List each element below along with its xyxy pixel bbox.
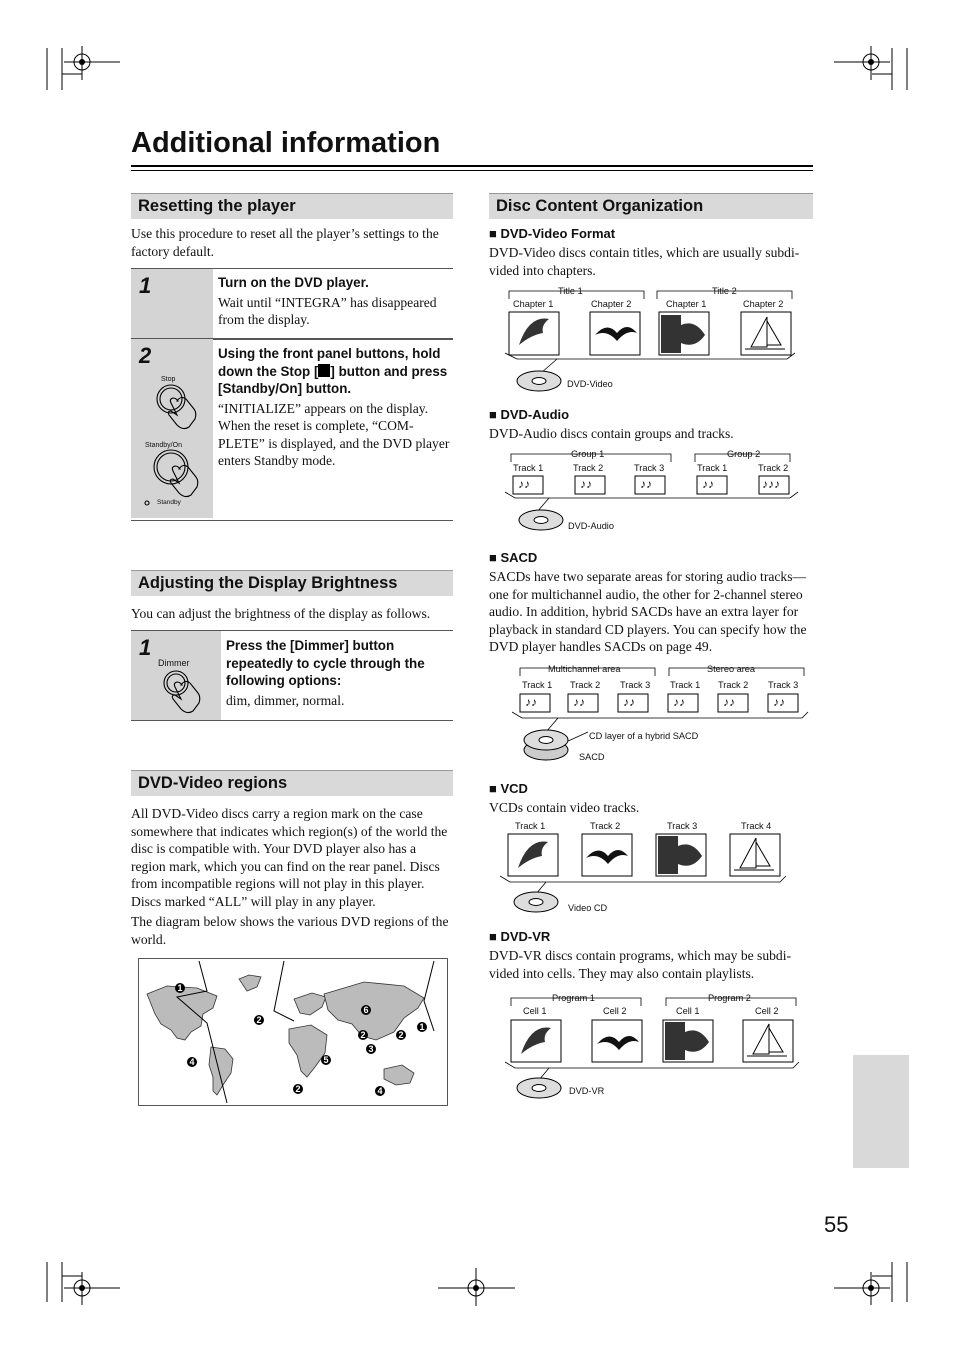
diagram-lines <box>505 448 805 538</box>
disc-label: DVD-VR <box>569 1086 605 1096</box>
item-label: Chapter 2 <box>591 299 632 309</box>
group-label: Group 2 <box>727 449 761 459</box>
step-detail: “INITIALIZE” appears on the display. When the reset is complete, “COM-PLETE” is displayed, and the DVD player enters Standby mode. <box>218 400 450 468</box>
group-label: Stereo area <box>707 664 756 674</box>
standby-on-label: Standby/On <box>145 442 182 449</box>
group-label: Title 2 <box>712 286 737 296</box>
title-rule <box>131 165 813 167</box>
stop-label: Stop <box>161 376 176 383</box>
region-mark: 6 <box>363 1005 369 1015</box>
brightness-intro: You can adjust the brightness of the display as follows. <box>131 606 431 621</box>
world-map-illustration <box>139 959 447 1105</box>
cd-layer-label: CD layer of a hybrid SACD <box>589 731 699 741</box>
step-number: 1 <box>131 269 213 339</box>
step-detail: Wait until “INTEGRA” has disappeared from the display. <box>218 294 437 327</box>
item-label: Track 1 <box>670 680 701 690</box>
group-label: Program 2 <box>708 993 751 1003</box>
bullet-square-icon: ■ <box>489 929 501 944</box>
music-note-icon: ♪♪ <box>580 477 592 491</box>
title-rule-thin <box>131 170 813 171</box>
sacd-title: ■ SACD <box>489 550 538 565</box>
disc-label: SACD <box>579 752 605 762</box>
region-mark: 2 <box>295 1084 301 1094</box>
brightness-heading: Adjusting the Display Brightness <box>131 570 453 596</box>
sacd-diagram <box>512 662 810 770</box>
item-label: Track 3 <box>620 680 651 690</box>
disc-label: DVD-Video <box>567 379 613 389</box>
item-label: Track 2 <box>590 821 621 831</box>
music-note-icon: ♪♪ <box>773 695 785 709</box>
region-mark: 1 <box>177 983 183 993</box>
region-mark: 4 <box>377 1086 383 1096</box>
step-instruction <box>218 345 453 398</box>
item-label: Chapter 2 <box>743 299 784 309</box>
page-number: 55 <box>824 1212 849 1237</box>
music-note-icon: ♪♪ <box>702 477 714 491</box>
item-label: Track 1 <box>522 680 553 690</box>
resetting-heading: Resetting the player <box>131 193 453 219</box>
brightness-step-1 <box>131 630 453 721</box>
dimmer-label: Dimmer <box>158 658 190 668</box>
item-label: Cell 2 <box>603 1006 627 1016</box>
region-mark: 2 <box>256 1015 262 1025</box>
step-instruction: Press the [Dimmer] button repeatedly to cycle through the following options: <box>226 638 425 688</box>
vcd-text: VCDs contain video tracks. <box>489 800 640 815</box>
disc-label: Video CD <box>568 903 608 913</box>
item-label: Track 2 <box>570 680 601 690</box>
item-label: Chapter 1 <box>666 299 707 309</box>
stop-square-icon <box>318 364 330 377</box>
sacd-text: SACDs have two separate areas for storing audio tracks—one for multichannel audio, the other for 2-channel stereo audio. In addition, hybrid SACDs have an extra layer for playback in standard CD players. You can specify how the DVD player handles SACDs on page 49. <box>489 569 807 654</box>
diagram-lines <box>512 662 810 770</box>
dvdvideo-title: ■ DVD-Video Format <box>489 226 616 241</box>
region-mark: 1 <box>419 1022 425 1032</box>
step-instruction-part-b: ] button and press [Standby/On] button. <box>218 363 448 396</box>
music-note-icon: ♪♪ <box>518 477 530 491</box>
group-label: Group 1 <box>571 449 605 459</box>
side-tab <box>853 1055 909 1168</box>
bullet-square-icon: ■ <box>489 407 501 422</box>
item-label: Track 3 <box>667 821 698 831</box>
reset-step-1 <box>131 268 453 340</box>
item-label: Track 3 <box>768 680 799 690</box>
dvdvr-title: ■ DVD-VR <box>489 929 551 944</box>
region-mark: 4 <box>189 1057 195 1067</box>
music-note-icon: ♪♪ <box>623 695 635 709</box>
dvdaudio-title: ■ DVD-Audio <box>489 407 570 422</box>
item-label: Cell 2 <box>755 1006 779 1016</box>
resetting-intro: Use this procedure to reset all the player’s settings to the factory default. <box>131 226 439 259</box>
regions-heading: DVD-Video regions <box>131 770 453 796</box>
dvdaudio-diagram <box>505 448 805 538</box>
step-instruction: Turn on the DVD player. <box>218 275 369 290</box>
item-label: Track 2 <box>573 463 604 473</box>
item-label: Track 3 <box>634 463 665 473</box>
item-label: Track 2 <box>718 680 749 690</box>
music-note-icon: ♪♪ <box>723 695 735 709</box>
group-label: Multichannel area <box>548 664 621 674</box>
step-number: 2 <box>131 339 213 518</box>
item-label: Cell 1 <box>676 1006 700 1016</box>
item-label: Chapter 1 <box>513 299 554 309</box>
regions-para-2: The diagram below shows the various DVD regions of the world. <box>131 914 449 947</box>
item-label: Cell 1 <box>523 1006 547 1016</box>
page-title: Additional information <box>131 127 441 159</box>
region-mark: 3 <box>368 1044 374 1054</box>
step-instruction-part-a: Using the front panel buttons, hold down the Stop [ <box>218 346 441 379</box>
region-map <box>138 958 448 1106</box>
vcd-diagram <box>500 820 790 920</box>
step-detail: dim, dimmer, normal. <box>226 692 345 708</box>
step-number: 1 <box>131 631 221 720</box>
regions-para-1: All DVD-Video discs carry a region mark on the case somewhere that indicates which region(s) of the world the disc is compatible with. Your DVD player also has a region mark, which you can find on the rear panel. Discs from incompatible regions will not play in this player. Discs marked “ALL” will play in any player. <box>131 806 448 909</box>
disc-label: DVD-Audio <box>568 521 614 531</box>
dvdvideo-text: DVD-Video discs contain titles, which are usually subdi-vided into chapters. <box>489 245 800 278</box>
bullet-square-icon: ■ <box>489 226 501 241</box>
item-label: Track 2 <box>758 463 789 473</box>
music-note-icon: ♪♪ <box>673 695 685 709</box>
vcd-title: ■ VCD <box>489 781 528 796</box>
diagram-lines <box>500 820 790 920</box>
item-label: Track 1 <box>513 463 544 473</box>
dvdvr-text: DVD-VR discs contain programs, which may be subdi-vided into cells. They may also contain playlists. <box>489 948 792 981</box>
region-mark: 2 <box>360 1030 366 1040</box>
dvdvr-diagram <box>505 992 805 1104</box>
group-label: Program 1 <box>552 993 595 1003</box>
music-note-icon: ♪♪ <box>640 477 652 491</box>
bullet-square-icon: ■ <box>489 550 501 565</box>
region-mark: 2 <box>398 1030 404 1040</box>
dvdvideo-diagram <box>505 285 800 393</box>
music-note-icon: ♪♪ <box>525 695 537 709</box>
music-note-icon: ♪♪♪ <box>762 477 780 491</box>
dvdaudio-text: DVD-Audio discs contain groups and tracks. <box>489 426 734 441</box>
item-label: Track 1 <box>515 821 546 831</box>
group-label: Title 1 <box>558 286 583 296</box>
standby-label: Standby <box>157 499 181 506</box>
dimmer-button-icon <box>156 669 216 719</box>
music-note-icon: ♪♪ <box>573 695 585 709</box>
disc-heading: Disc Content Organization <box>489 193 813 219</box>
bullet-square-icon: ■ <box>489 781 501 796</box>
region-mark: 5 <box>323 1055 329 1065</box>
reset-step-2 <box>131 338 453 521</box>
item-label: Track 1 <box>697 463 728 473</box>
item-label: Track 4 <box>741 821 772 831</box>
